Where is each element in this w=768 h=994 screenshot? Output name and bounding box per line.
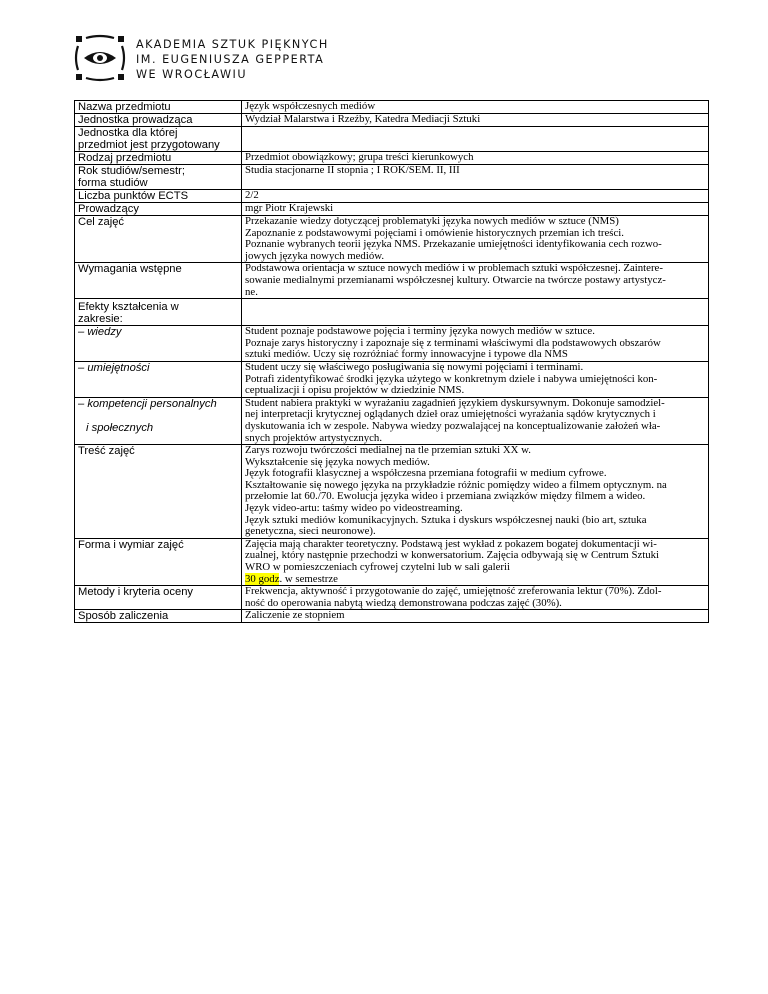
content-line: Język video-artu: taśmy wideo po videostreaming.: [245, 502, 463, 515]
label-study-year-line-1: Rok studiów/semestr;: [78, 165, 185, 177]
label-leading-unit: Jednostka prowadząca: [75, 114, 242, 127]
label-target-unit: [75, 127, 242, 152]
row-prerequisites: [75, 263, 709, 299]
spacer: [78, 410, 238, 422]
form-line: zualnej, który następnie przechodzi w konwersatorium. Zajęcia odbywają się w Centrum Sztuki: [245, 549, 660, 562]
row-assessment: [75, 586, 709, 610]
row-course-type: [75, 152, 709, 165]
label-grading: Sposób zaliczenia: [75, 610, 242, 623]
value-ects: 2/2: [242, 190, 709, 203]
label-target-unit-line-2: przedmiot jest przygotowany: [78, 139, 220, 151]
value-target-unit: [242, 127, 709, 152]
academy-emblem-icon: [74, 34, 126, 82]
row-course-name: [75, 101, 709, 114]
assessment-line: ność do operowania nabytą wiedzą demonstrowana podczas zajęć (30%).: [245, 596, 562, 609]
value-course-goal: [242, 216, 709, 263]
knowledge-line: Poznaje zarys historyczny i zapoznaje się z terminami właściwymi dla podstawowych obszarów: [245, 336, 661, 349]
row-lecturer: [75, 203, 709, 216]
value-learning-outcomes: [242, 299, 709, 326]
form-hours-line: [245, 574, 705, 586]
academy-logo: [74, 34, 374, 82]
row-study-year: [75, 165, 709, 190]
label-study-year: [75, 165, 242, 190]
content-line: Wykształcenie się języka nowych mediów.: [245, 455, 430, 468]
goal-line: Zapoznanie z podstawowymi pojęciami i omówienie historycznych przemian ich treści.: [245, 226, 624, 239]
label-course-name: Nazwa przedmiotu: [75, 101, 242, 114]
label-study-year-line-2: forma studiów: [78, 177, 148, 189]
assessment-line: Frekwencja, aktywność i przygotowanie do zajęć, umiejętność zreferowania lektur (70%). Zdol-: [245, 585, 662, 598]
label-ects: Liczba punktów ECTS: [75, 190, 242, 203]
row-class-form: [75, 538, 709, 585]
row-ects: [75, 190, 709, 203]
label-learning-outcomes: [75, 299, 242, 326]
label-lecturer: Prowadzący: [75, 203, 242, 216]
competences-line: Student nabiera praktyki w wyrażaniu zagadnień językiem dyskursywnym. Dokonuje samodziel-: [245, 396, 665, 409]
value-course-content: [242, 445, 709, 539]
hours-rest: . w semestrze: [279, 572, 338, 585]
prerequisites-line: Podstawowa orientacja w sztuce nowych mediów i w problemach sztuki współczesnej. Zaintere-: [245, 262, 663, 275]
knowledge-line: Student poznaje podstawowe pojęcia i terminy języka nowych mediów w sztuce.: [245, 325, 595, 338]
row-target-unit: [75, 127, 709, 152]
content-line: przełomie lat 60./70. Ewolucja języka wideo i przemiana związków między filmem a wideo.: [245, 490, 646, 503]
label-assessment: Metody i kryteria oceny: [75, 586, 242, 610]
value-course-type: Przedmiot obowiązkowy; grupa treści kierunkowych: [242, 152, 709, 165]
academy-name-line-1: AKADEMIA SZTUK PIĘKNYCH: [136, 38, 329, 51]
row-grading: [75, 610, 709, 623]
course-table: [74, 100, 709, 623]
academy-name: [136, 37, 329, 82]
label-competences-line-1: – kompetencji personalnych: [78, 397, 217, 410]
value-competences: [242, 397, 709, 444]
content-line: Język fotografii klasycznej a współczesna przemiana fotografii w medium cyfrowe.: [245, 467, 607, 480]
competences-line: nej interpretacji krytycznej oglądanych dzieł oraz umiejętności wyrażania sądów krytycznych i: [245, 408, 656, 421]
label-knowledge: – wiedzy: [75, 326, 242, 362]
row-course-content: [75, 445, 709, 539]
value-grading: Zaliczenie ze stopniem: [242, 610, 709, 623]
label-learning-outcomes-line-1: Efekty kształcenia w: [78, 301, 179, 314]
content-line: genetyczna, sieci neuronowe).: [245, 525, 376, 538]
value-leading-unit: Wydział Malarstwa i Rzeźby, Katedra Mediacji Sztuki: [242, 114, 709, 127]
row-leading-unit: [75, 114, 709, 127]
content-line: Język sztuki mediów komunikacyjnych. Sztuka i dyskurs współczesnej nauki (bio art, sztuka: [245, 513, 647, 526]
label-competences-line-2: i społecznych: [86, 421, 154, 434]
value-study-year: Studia stacjonarne II stopnia ; I ROK/SEM. II, III: [242, 165, 709, 190]
row-competences: [75, 397, 709, 444]
label-course-goal: Cel zajęć: [75, 216, 242, 263]
label-prerequisites: Wymagania wstępne: [75, 263, 242, 299]
form-line: WRO w pomieszczeniach cyfrowej czytelni lub w sali galerii: [245, 561, 511, 574]
academy-name-line-3: WE WROCŁAWIU: [136, 68, 248, 81]
value-prerequisites: [242, 263, 709, 299]
value-skills: [242, 361, 709, 397]
content-line: Kształtowanie się nowego języka na przykładzie różnic pomiędzy wideo a filmem optycznym. na: [245, 478, 667, 491]
value-lecturer: mgr Piotr Krajewski: [242, 203, 709, 216]
row-course-goal: [75, 216, 709, 263]
label-target-unit-line-1: Jednostka dla której: [78, 127, 178, 139]
row-skills: [75, 361, 709, 397]
row-knowledge: [75, 326, 709, 362]
value-assessment: [242, 586, 709, 610]
label-course-content: Treść zajęć: [75, 445, 242, 539]
prerequisites-line: sowanie medialnymi przemianami współczesnej kultury. Otwarcie na twórcze postawy artystycz-: [245, 273, 666, 286]
value-course-name: Język współczesnych mediów: [242, 101, 709, 114]
value-knowledge: [242, 326, 709, 362]
goal-line: Poznanie wybranych teorii języka NMS. Przekazanie umiejętności identyfikowania cech rozwo-: [245, 238, 662, 251]
row-learning-outcomes: [75, 299, 709, 326]
competences-line: snych projektów artystycznych.: [245, 431, 383, 444]
label-class-form: Forma i wymiar zajęć: [75, 538, 242, 585]
knowledge-line: sztuki mediów. Uczy się rozróżniać formy innowacyjne i typowe dla NMS: [245, 348, 568, 361]
value-class-form: [242, 538, 709, 585]
skills-line: ceptualizacji i opisu projektów w dziedzinie NMS.: [245, 384, 465, 397]
academy-name-line-2: IM. EUGENIUSZA GEPPERTA: [136, 53, 325, 66]
content-line: Zarys rozwoju twórczości medialnej na tle przemian sztuki XX w.: [245, 444, 531, 457]
label-competences: [75, 397, 242, 444]
form-line: Zajęcia mają charakter teoretyczny. Podstawą jest wykład z pokazem bogatej dokumentacji wi-: [245, 537, 657, 550]
goal-line: jowych języka nowych mediów.: [245, 249, 385, 262]
skills-line: Potrafi zidentyfikować środki języka użytego w konkretnym dziele i nabywa umiejętności kon-: [245, 372, 658, 385]
prerequisites-line: ne.: [245, 285, 258, 298]
label-learning-outcomes-line-2: zakresie:: [78, 313, 123, 326]
hours-highlight: 30 godz: [245, 572, 280, 585]
label-course-type: Rodzaj przedmiotu: [75, 152, 242, 165]
label-skills: – umiejętności: [75, 361, 242, 397]
goal-line: Przekazanie wiedzy dotyczącej problematyki języka nowych mediów w sztuce (NMS): [245, 215, 619, 227]
skills-line: Student uczy się właściwego posługiwania się nowymi pojęciami i terminami.: [245, 360, 584, 373]
competences-line: dyskutowania ich w zespole. Nabywa wiedzy pozwalającej na konceptualizowanie założeń wła-: [245, 419, 661, 432]
